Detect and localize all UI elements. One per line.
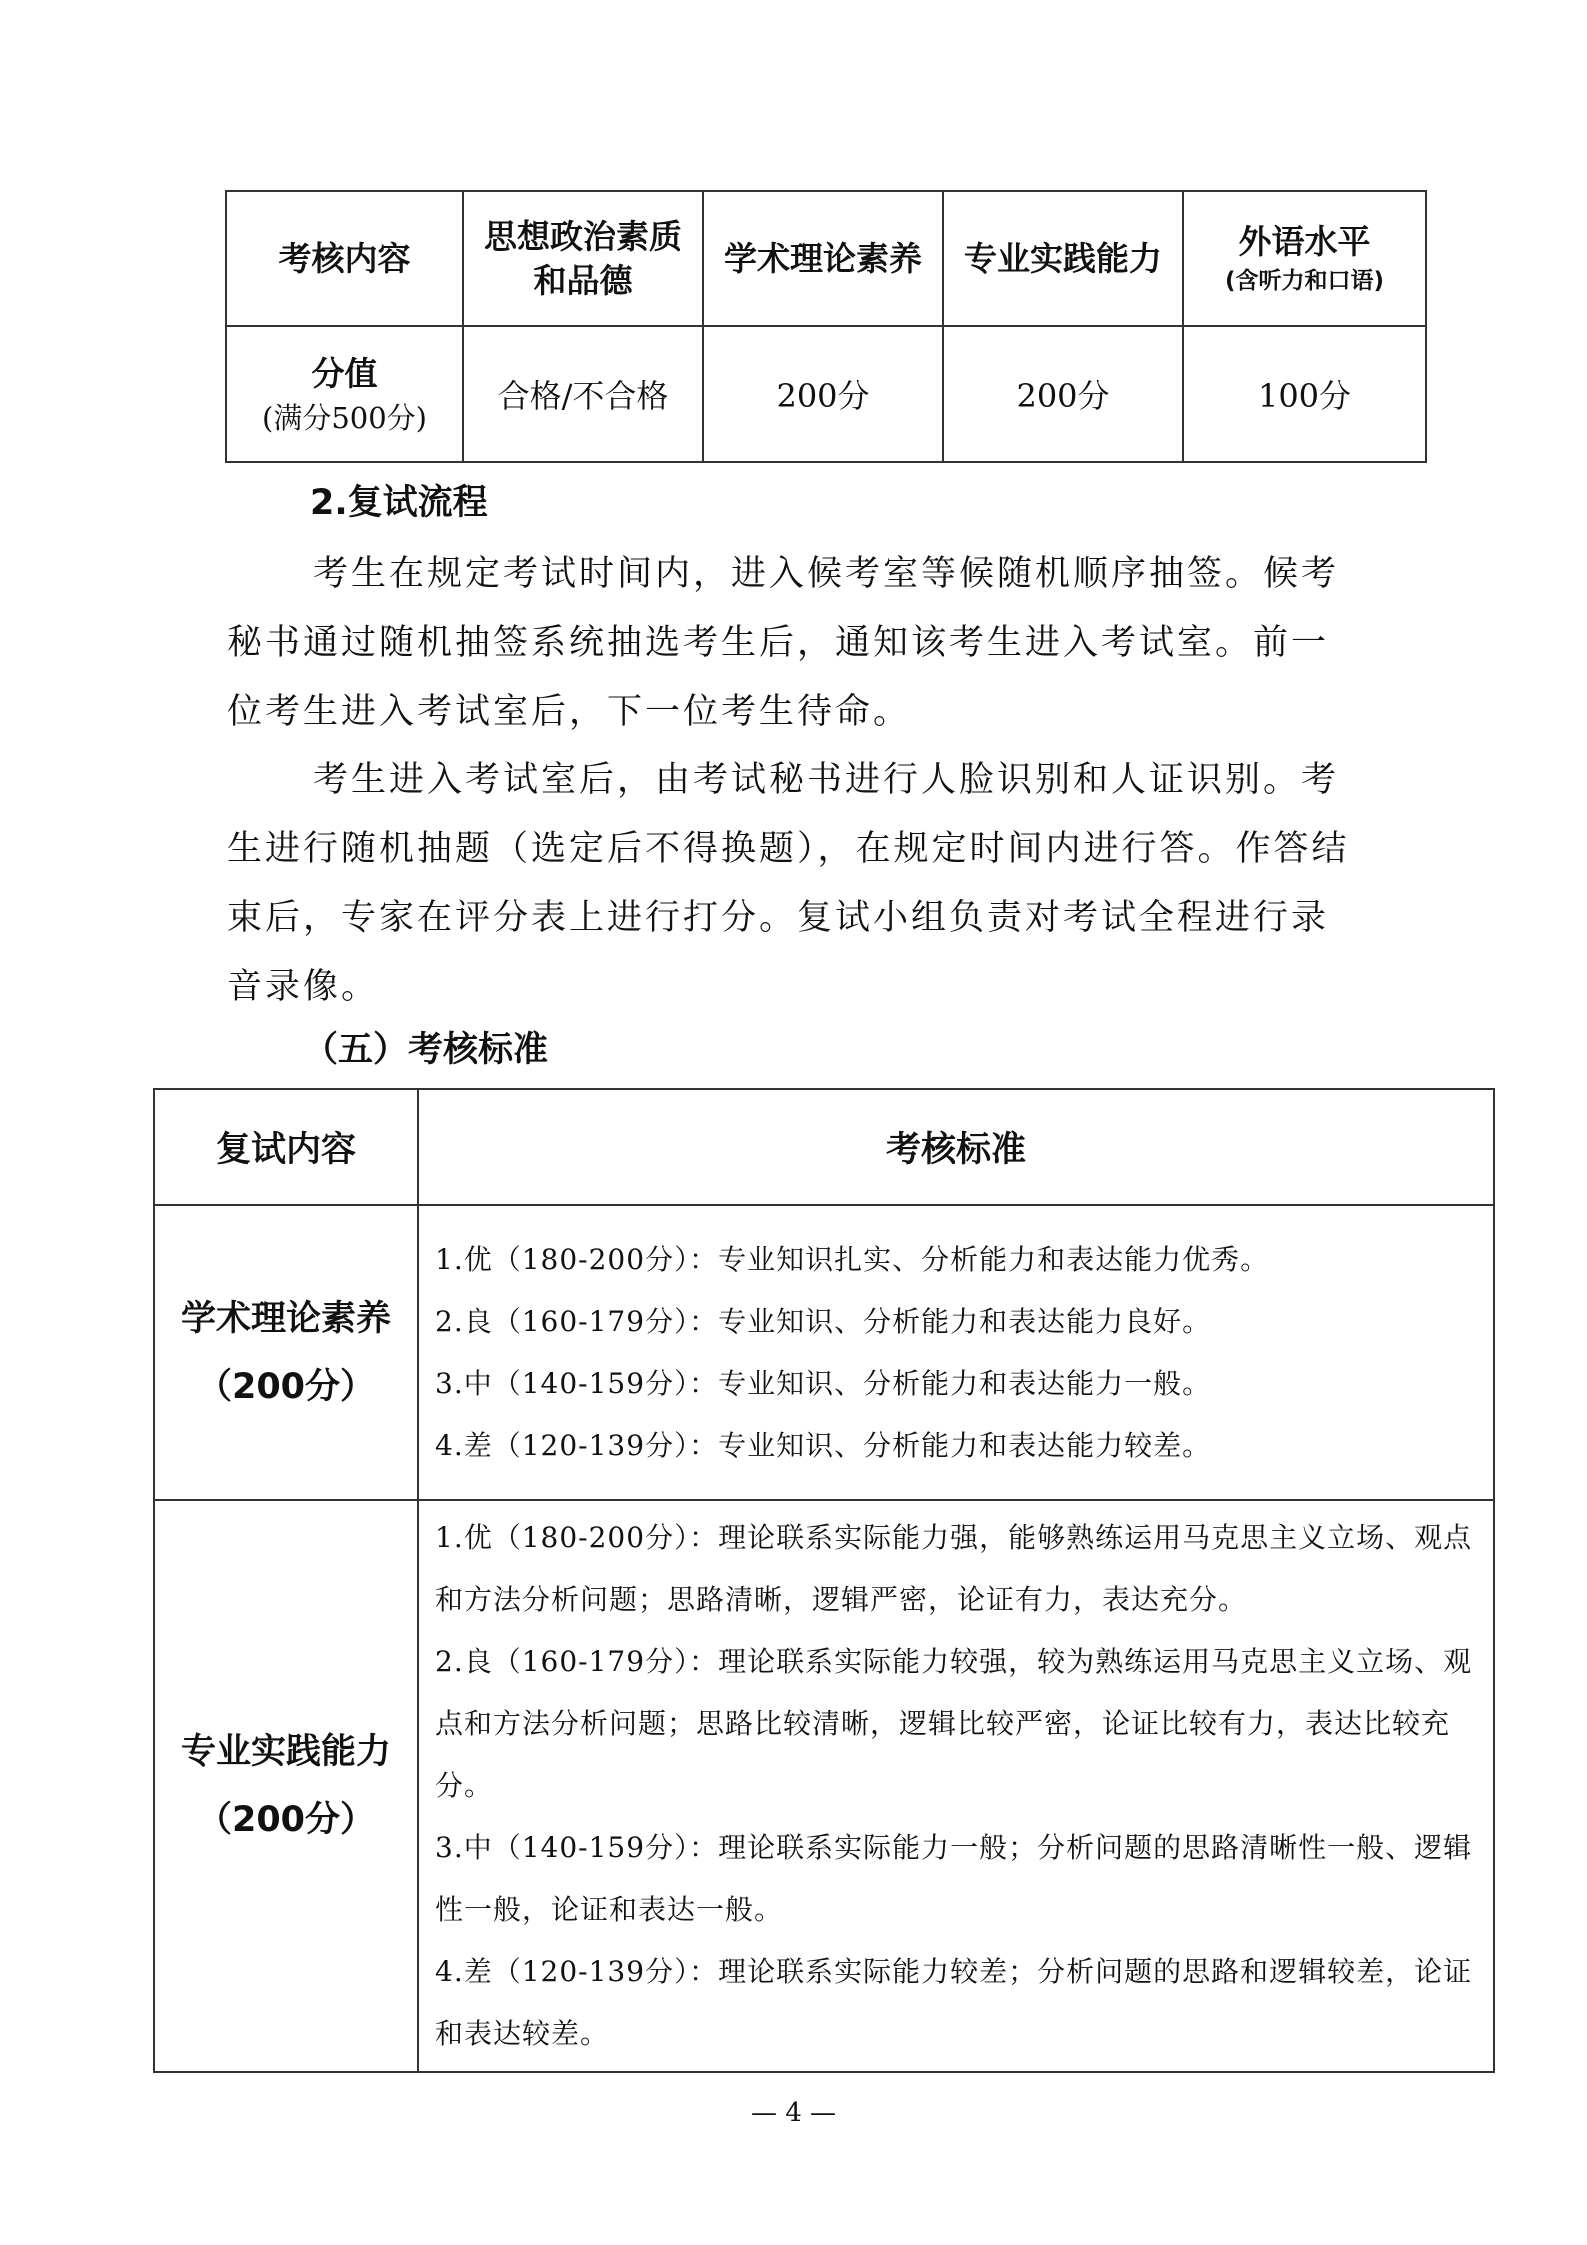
paragraph-process-1-text: 考生在规定考试时间内，进入候考室等候随机顺序抽签。候考秘书通过随机抽签系统抽选考生后，通知该考生进入考试室。前一位考生进入考试室后，下一位考生待命。 — [227, 554, 1340, 732]
score-table-header-row — [226, 191, 1426, 326]
header-political-quality: 思想政治素质和品德 — [463, 191, 703, 326]
header-foreign-language — [1183, 191, 1426, 326]
criteria-item: 2.良（160-179分）：专业知识、分析能力和表达能力良好。 — [435, 1304, 1212, 1338]
section-heading-retest-process: 2.复试流程 — [310, 483, 488, 523]
score-label-main: 分值 — [311, 353, 378, 393]
standard-table-header-row — [154, 1089, 1494, 1205]
header-standard: 考核标准 — [418, 1089, 1494, 1205]
score-label-sub: (满分500分) — [262, 400, 427, 435]
score-label — [226, 326, 463, 462]
standard-row-practice — [154, 1500, 1494, 2072]
row-items-practice — [418, 1500, 1494, 2072]
paragraph-process-2-text: 考生进入考试室后，由考试秘书进行人脸识别和人证识别。考生进行随机抽题（选定后不得换题），在规定时间内进行答。作答结束后，专家在评分表上进行打分。复试小组负责对考试全程进行录音录像。 — [227, 760, 1350, 1007]
standard-row-academic — [154, 1205, 1494, 1500]
paragraph-process-2 — [227, 746, 1353, 1022]
row-label-practice — [154, 1500, 418, 2072]
page-number: — 4 — — [750, 2098, 837, 2128]
row-name: 学术理论素养 — [180, 1298, 391, 1339]
row-label-academic — [154, 1205, 418, 1500]
header-academic-theory: 学术理论素养 — [703, 191, 943, 326]
row-name: 专业实践能力 — [180, 1732, 391, 1772]
score-table — [225, 190, 1427, 463]
paragraph-process-1 — [227, 540, 1353, 747]
header-assessment-content: 考核内容 — [226, 191, 463, 326]
header-retest-content: 复试内容 — [154, 1089, 418, 1205]
row-score: （200分） — [196, 1800, 376, 1840]
political-value: 合格/不合格 — [463, 326, 703, 462]
criteria-item: 2.良（160-179分）：理论联系实际能力较强，较为熟练运用马克思主义立场、观点和方法分析问题；思路比较清晰，逻辑比较严密，论证比较有力，表达比较充分。 — [435, 1645, 1473, 1802]
header-foreign-language-sub: (含听力和口语) — [1224, 267, 1385, 294]
header-foreign-language-main: 外语水平 — [1238, 221, 1371, 261]
criteria-item: 3.中（140-159分）：专业知识、分析能力和表达能力一般。 — [435, 1366, 1212, 1400]
practice-value: 200分 — [943, 326, 1183, 462]
section-heading-standards: （五）考核标准 — [303, 1030, 549, 1070]
standard-table — [153, 1088, 1495, 2073]
language-value: 100分 — [1183, 326, 1426, 462]
criteria-item: 1.优（180-200分）：专业知识扎实、分析能力和表达能力优秀。 — [435, 1242, 1270, 1276]
header-professional-practice: 专业实践能力 — [943, 191, 1183, 326]
row-score: （200分） — [196, 1366, 376, 1407]
criteria-item: 1.优（180-200分）：理论联系实际能力强，能够熟练运用马克思主义立场、观点和方法分析问题；思路清晰，逻辑严密，论证有力，表达充分。 — [435, 1521, 1473, 1616]
row-items-academic — [418, 1205, 1494, 1500]
criteria-item: 4.差（120-139分）：专业知识、分析能力和表达能力较差。 — [435, 1428, 1212, 1462]
academic-value: 200分 — [703, 326, 943, 462]
criteria-item: 3.中（140-159分）：理论联系实际能力一般；分析问题的思路清晰性一般、逻辑性一般，论证和表达一般。 — [435, 1831, 1473, 1926]
score-table-values-row — [226, 326, 1426, 462]
criteria-item: 4.差（120-139分）：理论联系实际能力较差；分析问题的思路和逻辑较差，论证和表达较差。 — [435, 1955, 1473, 2050]
